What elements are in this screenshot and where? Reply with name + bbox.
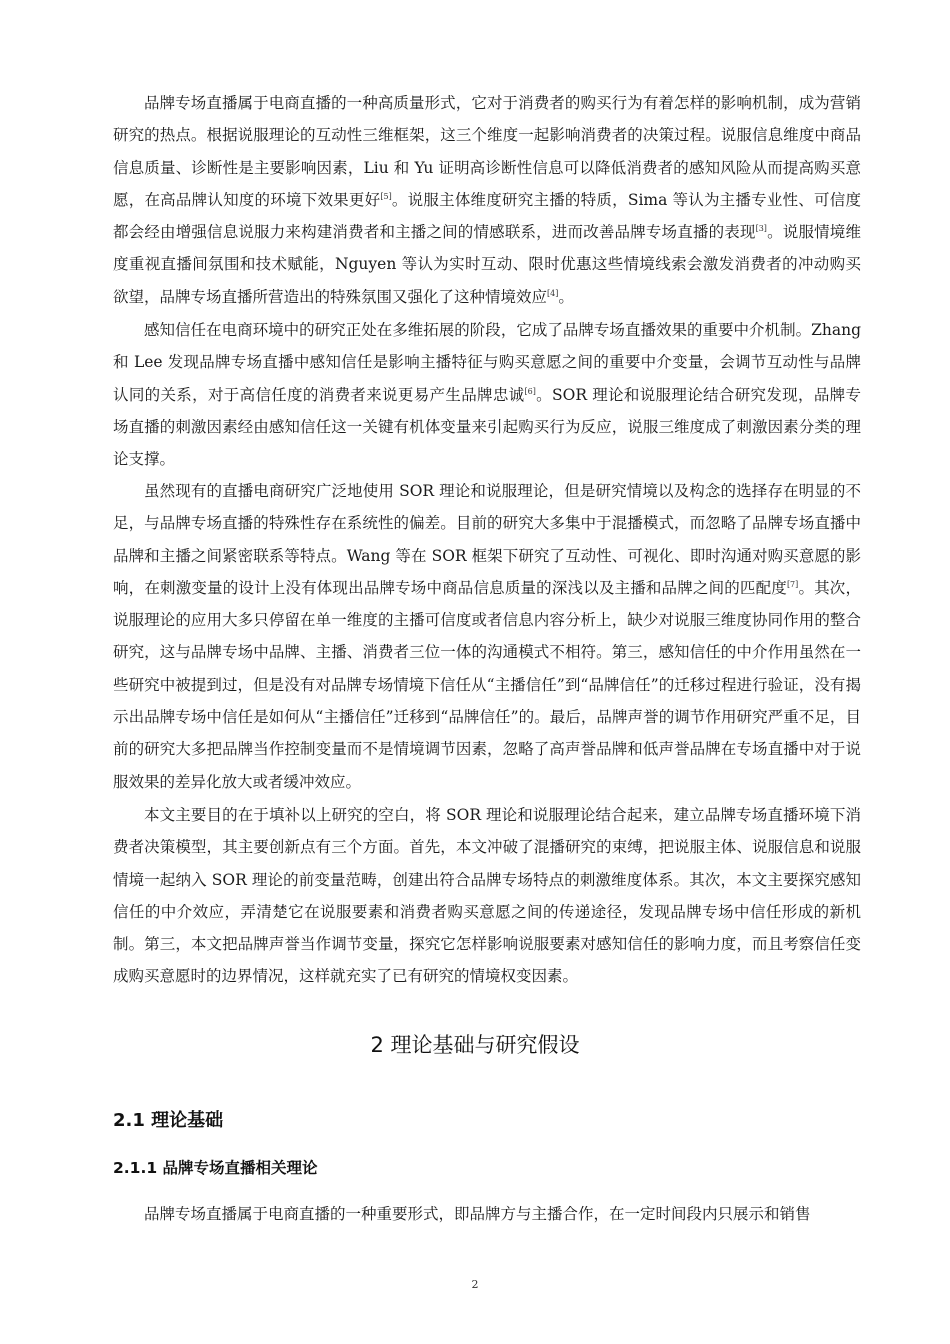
citation-ref: [6] (524, 386, 536, 396)
text-run: 虽然现有的直播电商研究广泛地使用 SOR 理论和说服理论，但是研究情境以及构念的选择存在明显的不足，与品牌专场直播的特殊性存在系统性的偏差。目前的研究大多集中于混播模式，而忽略了品牌专场直播中品牌和主播之间紧密联系等特点。Wang 等在 SOR 框架下研究了互动性、可视化、即时沟通对购买意愿的影响，在刺激变量的设计上没有体现出品牌专场中商品信息质量的深浅以及主播和品牌之间的匹配度 (113, 482, 861, 597)
citation-ref: [7] (786, 579, 799, 589)
citation-ref: [4] (547, 288, 559, 298)
subsection-heading: 2.1.1 品牌专场直播相关理论 (113, 1159, 318, 1177)
text-run: 本文主要目的在于填补以上研究的空白，将 SOR 理论和说服理论结合起来，建立品牌专场直播环境下消费者决策模型，其主要创新点有三个方面。首先，本文冲破了混播研究的束缚，把说服主体、说服信息和说服情境一起纳入 SOR 理论的前变量范畴，创建出符合品牌专场特点的刺激维度体系。其次，本文主要探究感知信任的中介效应，弄清楚它在说服要素和消费者购买意愿之间的传递途径，发现品牌专场中信任形成的新机制。第三，本文把品牌声誉当作调节变量，探究它怎样影响说服要素对感知信任的影响力度，而且考察信任变成购买意愿时的边界情况，这样就充实了已有研究的情境权变因素。 (113, 806, 861, 986)
citation-ref: [5] (380, 191, 392, 201)
paragraph-3 (113, 475, 861, 798)
text-run: 。说服主体维度研究主播的特质，Sima 等认为主播专业性、可信度都会经由增强信息说服力来构建消费者和主播之间的情感联系，进而改善品牌专场直播的表现 (113, 190, 861, 242)
text-run: 。说服情境维度重视直播间氛围和技术赋能，Nguyen 等认为实时互动、限时优惠这些情境线索会激发消费者的冲动购买欲望，品牌专场直播所营造出的特殊氛围又强化了这种情境效应 (113, 223, 861, 306)
citation-ref: [3] (755, 224, 767, 234)
text-run: 。SOR 理论和说服理论结合研究发现，品牌专场直播的刺激因素经由感知信任这一关键有机体变量来引起购买行为反应，说服三维度成了刺激因素分类的理论支撑。 (113, 385, 861, 469)
text-run: 。 (558, 287, 574, 306)
paragraph-2 (113, 314, 861, 475)
paragraph-5: 品牌专场直播属于电商直播的一种重要形式，即品牌方与主播合作，在一定时间段内只展示和销售 (144, 1205, 811, 1223)
text-run: 品牌专场直播属于电商直播的一种高质量形式，它对于消费者的购买行为有着怎样的影响机制，成为营销研究的热点。根据说服理论的互动性三维框架，这三个维度一起影响消费者的决策过程。说服信息维度中商品信息质量、诊断性是主要影响因素，Liu 和 Yu 证明高诊断性信息可以降低消费者的感知风险从而提高购买意愿，在高品牌认知度的环境下效果更好 (113, 94, 861, 209)
section-heading: 2.1 理论基础 (113, 1110, 224, 1131)
paragraph-1 (113, 87, 861, 313)
text-run: 感知信任在电商环境中的研究正处在多维拓展的阶段，它成了品牌专场直播效果的重要中介机制。Zhang 和 Lee 发现品牌专场直播中感知信任是影响主播特征与购买意愿之间的重要中介变量，会调节互动性与品牌认同的关系，对于高信任度的消费者来说更易产生品牌忠诚 (113, 321, 861, 404)
paragraph-4 (113, 799, 861, 993)
chapter-heading: 2 理论基础与研究假设 (370, 1033, 580, 1057)
page-number: 2 (471, 1278, 479, 1291)
text-run: 。其次，说服理论的应用大多只停留在单一维度的主播可信度或者信息内容分析上，缺少对说服三维度协同作用的整合研究，这与品牌专场中品牌、主播、消费者三位一体的沟通模式不相符。第三，感知信任的中介作用虽然在一些研究中被提到过，但是没有对品牌专场情境下信任从“主播信任”到“品牌信任”的迁移过程进行验证，没有揭示出品牌专场中信任是如何从“主播信任”迁移到“品牌信任”的。最后，品牌声誉的调节作用研究严重不足，目前的研究大多把品牌当作控制变量而不是情境调节因素，忽略了高声誉品牌和低声誉品牌在专场直播中对于说服效果的差异化放大或者缓冲效应。 (113, 578, 861, 791)
